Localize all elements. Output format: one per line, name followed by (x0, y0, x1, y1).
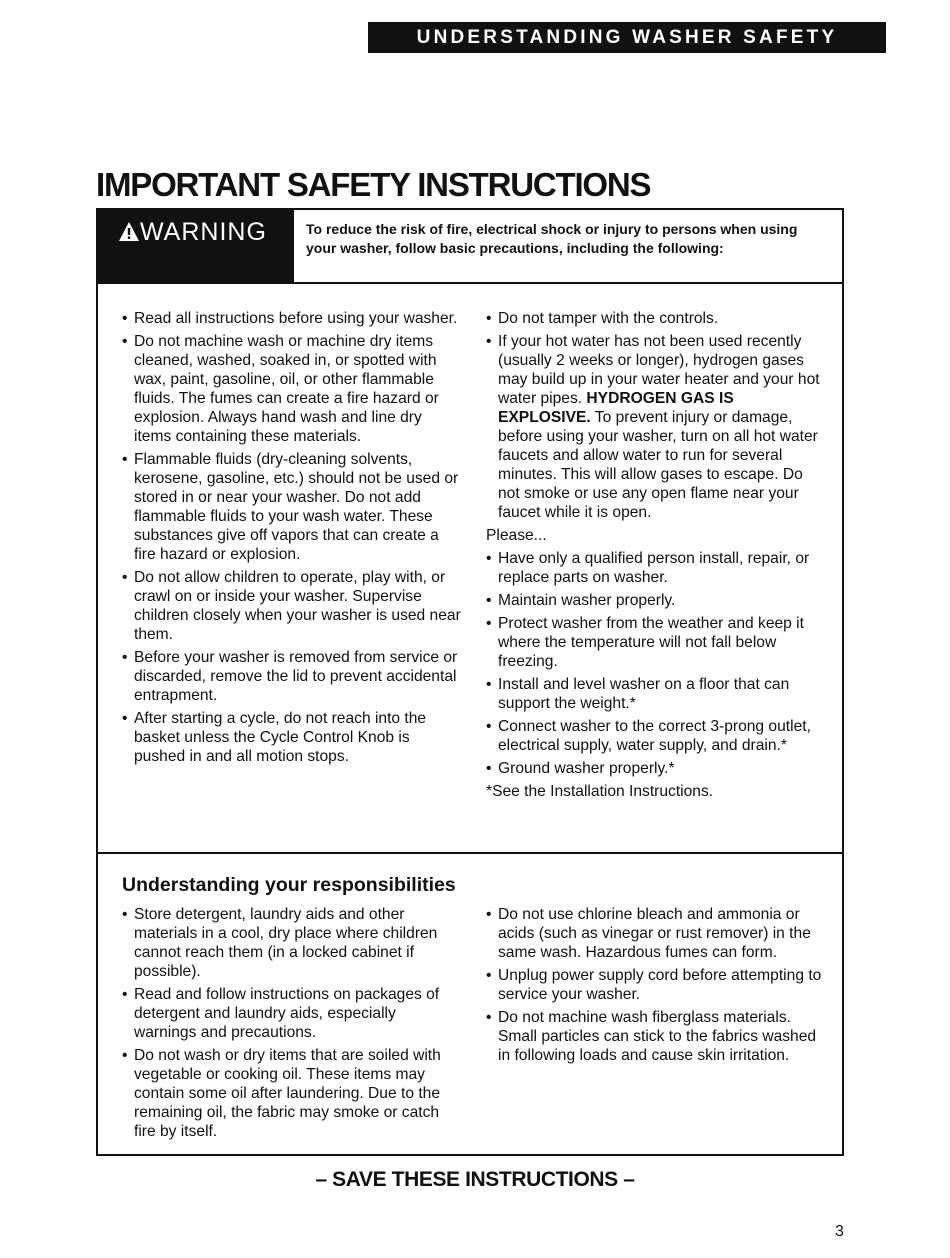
page-title: IMPORTANT SAFETY INSTRUCTIONS (96, 166, 651, 203)
list-item: • Maintain washer properly. (486, 591, 826, 610)
responsibilities-title: Understanding your responsibilities (122, 874, 456, 896)
safety-right-column (486, 309, 826, 805)
section-header: UNDERSTANDING WASHER SAFETY (368, 22, 886, 53)
list-item: • Read and follow instructions on packages of detergent and laundry aids, especially warnings and precautions. (122, 985, 462, 1042)
list-item: • Ground washer properly.* (486, 759, 826, 778)
save-instructions: – SAVE THESE INSTRUCTIONS – (315, 1168, 635, 1191)
list-item: • Protect washer from the weather and keep it where the temperature will not fall below freezing. (486, 614, 826, 671)
warning-triangle-icon (118, 221, 140, 242)
list-item: • Do not allow children to operate, play with, or crawl on or inside your washer. Supervise children closely when your washer is used near them. (122, 568, 462, 644)
section-divider (96, 852, 844, 854)
please-label: Please... (486, 527, 547, 544)
list-item: • Do not wash or dry items that are soiled with vegetable or cooking oil. These items may contain some oil after laundering. Due to the remaining oil, the fabric may smoke or catch fire by itself. (122, 1046, 462, 1141)
warning-label-text: WARNING (140, 218, 267, 246)
warning-label (96, 208, 292, 284)
responsibilities-right-column (486, 905, 826, 1069)
list-item: • Do not machine wash or machine dry items cleaned, washed, soaked in, or spotted with wax, paint, gasoline, oil, or other flammable fluids. The fumes can create a fire hazard or explosion. Always hand wash and line dry items containing these materials. (122, 332, 462, 446)
hydrogen-warning: HYDROGEN GAS IS EXPLOSIVE. (498, 390, 734, 426)
list-item: • Before your washer is removed from service or discarded, remove the lid to prevent accidental entrapment. (122, 648, 462, 705)
warning-divider (292, 282, 844, 284)
list-item: • Store detergent, laundry aids and other materials in a cool, dry place where children cannot reach them (in a locked cabinet if possible). (122, 905, 462, 981)
list-item: • Do not machine wash fiberglass materials. Small particles can stick to the fabrics washed in following loads and cause skin irritation. (486, 1008, 826, 1065)
list-item (486, 332, 826, 522)
list-item: • Have only a qualified person install, repair, or replace parts on washer. (486, 549, 826, 587)
list-item: • Unplug power supply cord before attempting to service your washer. (486, 966, 826, 1004)
safety-left-column (122, 309, 462, 770)
footnote: *See the Installation Instructions. (486, 783, 714, 800)
list-item-text: If your hot water has not been used recently (usually 2 weeks or longer), hydrogen gases may build up in your water heater and your hot water pipes. (498, 333, 820, 407)
warning-separator (292, 208, 294, 284)
list-item: • After starting a cycle, do not reach into the basket unless the Cycle Control Knob is pushed in and all motion stops. (122, 709, 462, 766)
list-item-text: To prevent injury or damage, before using your washer, turn on all hot water faucets and allow water to run for several minutes. This will allow gases to escape. Do not smoke or use any open flame near your faucet while it is open. (498, 409, 818, 521)
list-item: • Do not use chlorine bleach and ammonia or acids (such as vinegar or rust remover) in the same wash. Hazardous fumes can form. (486, 905, 826, 962)
list-item: • Read all instructions before using your washer. (122, 309, 462, 328)
list-item: • Install and level washer on a floor that can support the weight.* (486, 675, 826, 713)
responsibilities-left-column (122, 905, 462, 1145)
list-item: • Do not tamper with the controls. (486, 309, 826, 328)
list-item: • Connect washer to the correct 3-prong outlet, electrical supply, water supply, and drain.* (486, 717, 826, 755)
list-item: • Flammable fluids (dry-cleaning solvents, kerosene, gasoline, etc.) should not be used or stored in or near your washer. Do not add flammable fluids to your wash water. These substances give off vapors that can create a fire hazard or explosion. (122, 450, 462, 564)
page-number: 3 (835, 1223, 844, 1240)
warning-text: To reduce the risk of fire, electrical shock or injury to persons when using your washer, follow basic precautions, including the following: (306, 221, 798, 256)
